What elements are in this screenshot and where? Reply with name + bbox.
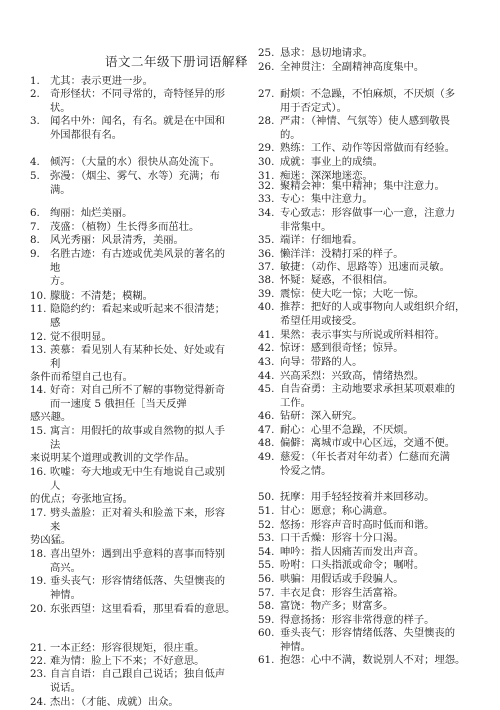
list-item <box>258 207 488 234</box>
item-number: 10. <box>30 290 47 302</box>
item-text: 口干舌燥：形容十分口渴。 <box>280 532 404 544</box>
item-number: 48. <box>258 437 275 449</box>
item-text-continuation: 感兴趣。 <box>30 411 72 424</box>
item-text: 专心：集中注意力。 <box>280 193 373 205</box>
item-text-continuation: 的优点；夸张地宣扬。 <box>30 493 133 506</box>
item-number: 60. <box>258 627 275 639</box>
item-number: 30. <box>258 156 275 168</box>
item-number: 15. <box>30 425 47 437</box>
item-text: 甘心：愿意；称心满意。 <box>280 505 394 517</box>
item-number: 28. <box>258 115 275 127</box>
item-text-continuation: 方。 <box>50 275 71 288</box>
item-number: 5. <box>30 170 40 182</box>
item-text: 端详：仔细地看。 <box>280 234 363 246</box>
item-text: 喜出望外：遇到出乎意料的喜事而特别 <box>50 548 226 560</box>
list-item <box>258 115 488 142</box>
item-text: 果然：表示事实与所说或所料相符。 <box>280 329 445 341</box>
list-item <box>258 573 488 587</box>
item-text: 自告奋勇：主动地要求承担某项艰难的 <box>280 383 456 395</box>
item-number: 8. <box>30 234 40 246</box>
item-number: 1. <box>30 75 40 87</box>
item-text-continuation: 神情。 <box>50 588 81 601</box>
list-item <box>258 654 488 668</box>
list-item <box>258 342 488 356</box>
item-number: 41. <box>258 329 275 341</box>
list-item <box>30 575 252 602</box>
item-text-continuation: 势凶猛。 <box>30 534 72 547</box>
item-number: 32. <box>258 180 275 192</box>
item-text: 敏捷：（动作、思路等）迅速而灵敏。 <box>280 261 450 273</box>
list-item <box>30 234 252 248</box>
item-text: 推荐：把好的人或事物向人或组织介绍， <box>280 301 466 313</box>
item-text: 向导：带路的人。 <box>280 356 363 368</box>
item-number: 17. <box>30 507 47 519</box>
item-text: 哄骗：用假话或手段骗人。 <box>280 573 404 585</box>
item-text: 吹嘘：夸大地或无中生有地说自己或别 <box>50 466 226 478</box>
item-text: 寓言：用假托的故事或自然物的拟人手 <box>50 425 226 437</box>
item-number: 3. <box>30 115 40 127</box>
item-text-continuation: 外国都很有名。 <box>50 128 123 141</box>
item-text-continuation: 说话。 <box>50 681 81 694</box>
item-number: 42. <box>258 342 275 354</box>
item-text: 偏僻：离城市或中心区远，交通不便。 <box>280 437 456 449</box>
item-number: 61. <box>258 654 275 666</box>
item-text-continuation: 的。 <box>280 128 301 141</box>
item-number: 7. <box>30 221 40 233</box>
item-number: 54. <box>258 546 275 558</box>
list-item <box>258 424 488 438</box>
list-item <box>30 75 252 89</box>
item-text: 丰衣足食：形容生活富裕。 <box>280 587 404 599</box>
item-text: 呻吟：指人因痛苦而发出声音。 <box>280 546 425 558</box>
item-text: 悠扬：形容声音时高时低而和谐。 <box>280 519 435 531</box>
item-text: 惊讶：感到很奇怪；惊异。 <box>280 342 404 354</box>
item-number: 51. <box>258 505 275 517</box>
item-text: 风光秀丽：风景清秀，美丽。 <box>50 234 184 246</box>
list-item <box>258 301 488 328</box>
list-item <box>30 548 252 575</box>
item-text: 自言自语：自己跟自己说话；独自低声 <box>50 668 226 680</box>
item-number: 25. <box>258 47 275 59</box>
list-item <box>30 603 252 617</box>
list-item <box>258 234 488 248</box>
list-item <box>258 180 488 194</box>
item-number: 47. <box>258 424 275 436</box>
item-text: 全神贯注：全副精神高度集中。 <box>280 61 425 73</box>
item-text: 得意扬扬：形容非常得意的样子。 <box>280 614 435 626</box>
item-number: 22. <box>30 655 47 667</box>
page-title: 语文二年级下册词语解释 <box>105 54 249 69</box>
item-text-continuation: 神情。 <box>280 640 311 653</box>
item-text-continuation: 利 <box>50 357 61 370</box>
item-number: 12. <box>30 331 47 343</box>
item-text-continuation: 法 <box>50 438 61 451</box>
item-text: 倾泻：（大量的水）很快从高处流下。 <box>50 156 220 168</box>
list-item <box>258 329 488 343</box>
item-text: 懒洋洋：没精打采的样子。 <box>280 248 404 260</box>
list-item <box>30 331 252 345</box>
item-text: 慈爱：（年长者对年幼者）仁慈而充满 <box>280 451 450 463</box>
item-number: 33. <box>258 193 275 205</box>
list-item <box>258 546 488 560</box>
item-number: 11. <box>30 303 47 315</box>
list-item <box>258 519 488 533</box>
item-number: 39. <box>258 288 275 300</box>
item-number: 26. <box>258 61 275 73</box>
item-number: 4. <box>30 156 40 168</box>
list-item <box>258 356 488 370</box>
list-item <box>258 288 488 302</box>
list-item <box>258 587 488 601</box>
item-text-continuation: 地 <box>50 261 61 274</box>
list-item <box>30 207 252 221</box>
item-text: 严肃：（神情、气氛等）使人感到敬畏 <box>280 115 450 127</box>
list-item <box>258 274 488 288</box>
item-text: 恳求：恳切地请求。 <box>280 47 373 59</box>
item-number: 58. <box>258 600 275 612</box>
item-number: 27. <box>258 88 275 100</box>
list-item <box>30 642 252 656</box>
list-item <box>30 668 252 695</box>
list-item <box>258 156 488 170</box>
item-number: 52. <box>258 519 275 531</box>
item-text: 隐隐约约：看起来或听起来不很清楚； <box>50 303 226 315</box>
item-text: 耐烦：不急躁，不怕麻烦，不厌烦（多 <box>280 88 456 100</box>
item-text: 羡慕：看见别人有某种长处、好处或有 <box>50 344 226 356</box>
item-number: 57. <box>258 587 275 599</box>
item-text: 兴高采烈：兴致高，情绪热烈。 <box>280 370 425 382</box>
item-number: 59. <box>258 614 275 626</box>
item-number: 23. <box>30 668 47 680</box>
item-text: 吩咐：口头指派或命令；嘱咐。 <box>280 559 425 571</box>
list-item <box>258 437 488 451</box>
item-number: 34. <box>258 207 275 219</box>
item-text: 劈头盖脸：正对着头和脸盖下来，形容 <box>50 507 226 519</box>
item-number: 43. <box>258 356 275 368</box>
item-text: 垂头丧气：形容情绪低落、失望懊丧的 <box>50 575 226 587</box>
list-item <box>258 193 488 207</box>
item-text-continuation: 而一速度 5 俄担任［当天反弹 <box>50 397 187 410</box>
item-text: 奇形怪状：不同寻常的，奇特怪异的形 <box>50 88 226 100</box>
item-number: 9. <box>30 248 40 260</box>
item-number: 44. <box>258 370 275 382</box>
list-item <box>30 655 252 669</box>
item-number: 19. <box>30 575 47 587</box>
list-item <box>258 532 488 546</box>
list-item <box>30 425 252 466</box>
item-number: 38. <box>258 274 275 286</box>
list-item <box>30 290 252 304</box>
list-item <box>30 303 252 330</box>
item-number: 20. <box>30 603 47 615</box>
item-text: 怀疑：疑惑，不很相信。 <box>280 274 394 286</box>
item-text-continuation: 怜爱之情。 <box>280 464 332 477</box>
list-item <box>258 410 488 424</box>
list-item <box>30 221 252 235</box>
item-number: 49. <box>258 451 275 463</box>
list-item <box>30 507 252 548</box>
item-number: 18. <box>30 548 47 560</box>
item-text-continuation: 工作。 <box>280 396 311 409</box>
item-text-continuation: 来说明某个道理或教训的文学作品。 <box>30 452 195 465</box>
item-text-continuation: 条件而希望自己也有。 <box>30 371 133 384</box>
item-text: 抚摩：用手轻轻按着并来回移动。 <box>280 491 435 503</box>
item-text: 痴迷：深深地迷恋。 <box>280 170 373 182</box>
item-text: 闻名中外：闻名，有名。就是在中国和 <box>50 115 226 127</box>
list-item <box>30 466 252 507</box>
item-number: 56. <box>258 573 275 585</box>
item-text-continuation: 用于否定式）。 <box>280 101 347 114</box>
list-item <box>258 370 488 384</box>
item-text: 专心致志：形容做事一心一意，注意力 <box>280 207 456 219</box>
item-number: 55. <box>258 559 275 571</box>
item-text: 朦胧：不清楚；模糊。 <box>50 290 153 302</box>
item-number: 16. <box>30 466 47 478</box>
list-item <box>258 505 488 519</box>
item-text: 一本正经：形容很规矩，很庄重。 <box>50 642 205 654</box>
item-text-continuation: 非常集中。 <box>280 220 332 233</box>
item-number: 46. <box>258 410 275 422</box>
item-number: 29. <box>258 142 275 154</box>
list-item <box>258 248 488 262</box>
item-text: 富饶：物产多；财富多。 <box>280 600 394 612</box>
item-text: 成就：事业上的成绩。 <box>280 156 383 168</box>
item-text-continuation: 来 <box>50 520 61 533</box>
item-text: 茂盛：（植物）生长得多而茁壮。 <box>50 221 200 233</box>
list-item <box>30 115 252 142</box>
item-text: 耐心：心里不急躁，不厌烦。 <box>280 424 414 436</box>
list-item <box>30 384 252 425</box>
list-item <box>258 451 488 478</box>
item-text: 震惊：使大吃一惊；大吃一惊。 <box>280 288 425 300</box>
item-number: 53. <box>258 532 275 544</box>
item-number: 21. <box>30 642 47 654</box>
list-item <box>258 261 488 275</box>
item-text-continuation: 满。 <box>50 183 71 196</box>
item-text: 弥漫：（烟尘、雾气、水等）充满；布 <box>50 170 220 182</box>
item-text-continuation: 高兴。 <box>50 561 81 574</box>
item-text-continuation: 希望任用或接受。 <box>280 314 363 327</box>
list-item <box>258 88 488 115</box>
list-item <box>258 627 488 654</box>
list-item <box>258 47 488 61</box>
item-text: 熟练：工作、动作等因常做而有经验。 <box>280 142 456 154</box>
item-text: 垂头丧气：形容情绪低落、失望懊丧的 <box>280 627 456 639</box>
item-number: 40. <box>258 301 275 313</box>
list-item <box>258 142 488 156</box>
item-number: 24. <box>30 696 47 708</box>
list-item <box>30 170 252 197</box>
item-number: 35. <box>258 234 275 246</box>
item-text: 难为情：脸上下不来；不好意思。 <box>50 655 205 667</box>
list-item <box>30 344 252 385</box>
item-text: 觉不很明显。 <box>50 331 112 343</box>
item-text: 东张西望：这里看看，那里看看的意思。 <box>50 603 236 615</box>
item-number: 13. <box>30 344 47 356</box>
list-item <box>30 248 252 289</box>
item-text: 聚精会神：集中精神；集中注意力。 <box>280 180 445 192</box>
item-text: 绚丽：灿烂美丽。 <box>50 207 133 219</box>
list-item <box>258 614 488 628</box>
item-number: 36. <box>258 248 275 260</box>
item-number: 50. <box>258 491 275 503</box>
item-number: 37. <box>258 261 275 273</box>
item-text-continuation: 感 <box>50 316 61 329</box>
item-number: 45. <box>258 383 275 395</box>
item-text: 钻研：深入研究。 <box>280 410 363 422</box>
item-number: 6. <box>30 207 40 219</box>
item-text: 尤其：表示更进一步。 <box>50 75 153 87</box>
list-item <box>258 600 488 614</box>
item-text-continuation: 人 <box>50 479 61 492</box>
item-text: 抱怨：心中不满，数说别人不对；埋怨。 <box>280 654 466 666</box>
list-item <box>258 61 488 75</box>
list-item <box>30 156 252 170</box>
list-item <box>258 491 488 505</box>
list-item <box>258 383 488 410</box>
item-text: 杰出：（才能、成就）出众。 <box>50 696 179 708</box>
list-item <box>258 559 488 573</box>
item-text-continuation: 状。 <box>50 101 71 114</box>
item-number: 2. <box>30 88 40 100</box>
list-item <box>30 88 252 115</box>
item-number: 14. <box>30 384 47 396</box>
item-text: 名胜古迹：有古迹或优美风景的著名的 <box>50 248 226 260</box>
item-number: 31. <box>258 170 275 182</box>
item-text: 好奇：对自己所不了解的事物觉得新奇 <box>50 384 226 396</box>
